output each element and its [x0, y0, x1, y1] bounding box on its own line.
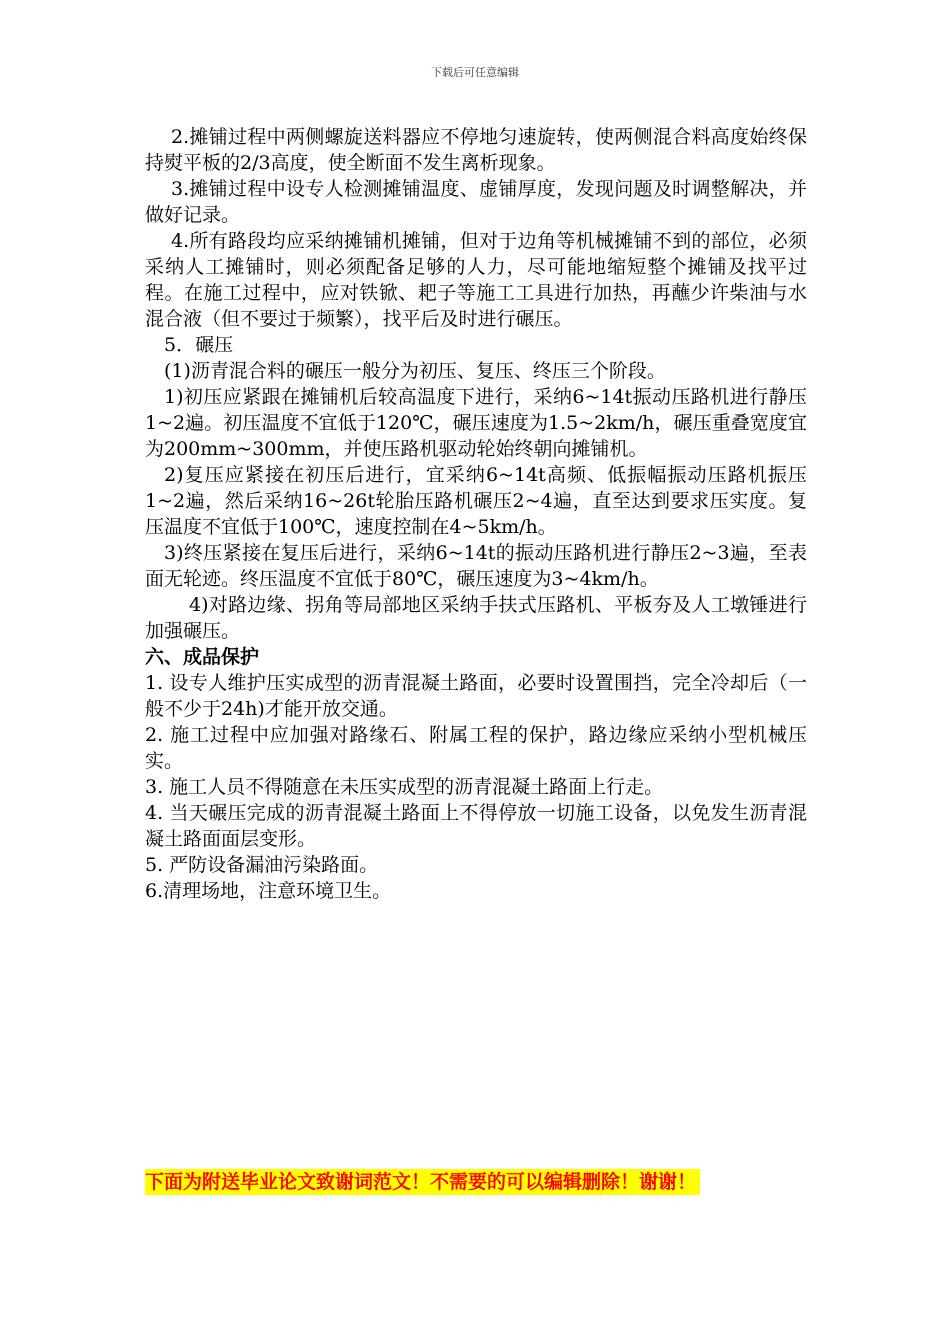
- paragraph-intermediate-rolling: 2)复压应紧接在初压后进行，宜采纳6~14t高频、低振幅振动压路机振压1~2遍，然后采纳16~26t轮胎压路机碾压2~4遍，直至达到要求压实度。复压温度不宜低于100℃，速度控制在4~5km/h。: [145, 464, 807, 538]
- paragraph-rolling-stages: (1)沥青混合料的碾压一般分为初压、复压、终压三个阶段。: [164, 360, 666, 382]
- list-item: 6.清理场地，注意环境卫生。: [145, 880, 392, 902]
- page-header: 下载后可任意编辑: [431, 66, 519, 79]
- heading-rolling: 5．碾压: [164, 334, 234, 356]
- list-item: 1. 设专人维护压实成型的沥青混凝土路面，必要时设置围挡，完全冷却后（一般不少于24h)才能开放交通。: [145, 672, 807, 720]
- paragraph-temperature-check: 3.摊铺过程中设专人检测摊铺温度、虚铺厚度，发现问题及时调整解决，并做好记录。: [145, 178, 807, 226]
- paragraph-spreader-rotation: 2.摊铺过程中两侧螺旋送料器应不停地匀速旋转，使两侧混合料高度始终保持熨平板的2/3高度，使全断面不发生离析现象。: [145, 126, 807, 174]
- section-title: 六、成品保护: [145, 646, 260, 668]
- paragraph-edge-rolling: 4)对路边缘、拐角等局部地区采纳手扶式压路机、平板夯及人工墩锤进行加强碾压。: [145, 594, 807, 642]
- paragraph-final-rolling: 3)终压紧接在复压后进行，采纳6~14t的振动压路机进行静压2~3遍，至表面无轮迹。终压温度不宜低于80℃，碾压速度为3~4km/h。: [145, 542, 807, 590]
- list-item: 5. 严防设备漏油污染路面。: [145, 854, 379, 876]
- list-item: 3. 施工人员不得随意在未压实成型的沥青混凝土路面上行走。: [145, 776, 664, 798]
- paragraph-initial-rolling: 1)初压应紧跟在摊铺机后较高温度下进行，采纳6~14t振动压路机进行静压1~2遍。初压温度不宜低于120℃，碾压速度为1.5~2km/h，碾压重叠宽度宜为200mm~300mm，并使压路机驱动轮始终朝向摊铺机。: [145, 386, 807, 460]
- document-body: [145, 124, 807, 904]
- paragraph-manual-paving: 4.所有路段均应采纳摊铺机摊铺，但对于边角等机械摊铺不到的部位，必须采纳人工摊铺时，则必须配备足够的人力，尽可能地缩短整个摊铺及找平过程。在施工过程中，应对铁锨、耙子等施工工具进行加热，再蘸少许柴油与水混合液（但不要过于频繁），找平后及时进行碾压。: [145, 230, 807, 330]
- highlighted-notice: 下面为附送毕业论文致谢词范文！不需要的可以编辑删除！谢谢！: [145, 1169, 700, 1195]
- list-item: 4. 当天碾压完成的沥青混凝土路面上不得停放一切施工设备，以免发生沥青混凝土路面面层变形。: [145, 802, 807, 850]
- list-item: 2. 施工过程中应加强对路缘石、附属工程的保护，路边缘应采纳小型机械压实。: [145, 724, 807, 772]
